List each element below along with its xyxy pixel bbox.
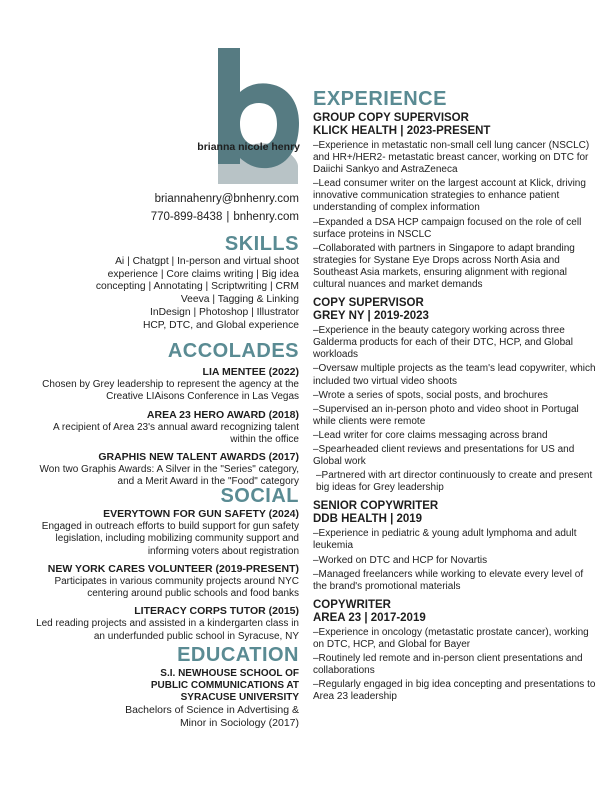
social-item [29, 508, 299, 558]
job-bullet: –Worked on DTC and HCP for Novartis [313, 554, 488, 566]
job-bullet: –Partnered with art director continuously to create and present big ideas for Grey leadership [316, 470, 593, 494]
job-bullet: –Wrote a series of spots, social posts, and brochures [313, 389, 548, 401]
job-role: COPY SUPERVISOR [313, 297, 424, 310]
accolade-text: Won two Graphis Awards: A Silver in the "Series" category, and a Merit Award in the "Food" category [39, 464, 299, 488]
school-line: PUBLIC COMMUNICATIONS AT [150, 680, 299, 691]
accolade-item [29, 451, 299, 489]
job-bullet: –Spearheaded client reviews and presentations for US and Global work [313, 443, 575, 468]
social-text: Engaged in outreach efforts to build support for gun safety legislation, including mobilizing community support and informing voters about registration [41, 521, 299, 557]
job-bullet: –Experience in metastatic non-small cell lung cancer (NSCLC) and HR+/HER2- metastatic breast cancer, working on DTC for Daiichi Sankyo and AstraZeneca [313, 140, 590, 176]
job-bullet: –Expanded a DSA HCP campaign focused on the role of cell surface proteins in NSCLC [313, 216, 582, 240]
logo [218, 48, 300, 184]
accolades-list [29, 366, 299, 494]
social-list [29, 508, 299, 648]
school-line: SYRACUSE UNIVERSITY [180, 692, 299, 703]
job-bullet: –Lead writer for core claims messaging across brand [313, 429, 548, 441]
social-item [29, 605, 299, 643]
skills-line: concepting | Annotating | Scriptwriting | CRM [95, 281, 299, 293]
contact-website[interactable]: bnhenry.com [233, 211, 299, 223]
job-bullet: –Lead consumer writer on the largest account at Klick, driving innovative communication strategies to enhance patient understanding of complex information [313, 178, 586, 214]
experience-heading: EXPERIENCE [313, 88, 447, 110]
accolade-title: AREA 23 HERO AWARD (2018) [146, 408, 299, 421]
separator: | [226, 211, 230, 223]
job-entry [313, 500, 598, 592]
social-title: EVERYTOWN FOR GUN SAFETY (2024) [103, 508, 299, 520]
accolade-text: A recipient of Area 23's annual award recognizing talent within the office [53, 421, 299, 445]
social-text: Led reading projects and assisted in a kindergarten class in an underfunded public school in Syracuse, NY [36, 618, 299, 642]
social-item [29, 563, 299, 601]
candidate-name: brianna nicole henry [197, 141, 300, 153]
accolade-item [29, 366, 299, 404]
social-text: Participates in various community projects around NYC centering around public schools and food banks [54, 575, 299, 600]
job-bullet: –Regularly engaged in big idea concepting and presentations to Area 23 leadership [313, 679, 596, 703]
education-heading: EDUCATION [177, 644, 299, 666]
job-role: COPYWRITER [313, 598, 391, 611]
education-block [29, 668, 299, 729]
degree-line: Bachelors of Science in Advertising & [125, 704, 299, 716]
job-bullet: –Experience in pediatric & young adult lymphoma and adult leukemia [313, 528, 577, 552]
job-bullet: –Managed freelancers while working to elevate every level of the brand's promotional materials [313, 568, 584, 592]
skills-line: experience | Core claims writing | Big idea [107, 268, 299, 280]
accolade-item [29, 409, 299, 447]
experience-list [313, 112, 598, 709]
job-entry [313, 599, 598, 704]
job-bullet: –Oversaw multiple projects as the team's lead copywriter, which included two virtual video shoots [313, 363, 596, 387]
job-role: GROUP COPY SUPERVISOR [313, 112, 469, 124]
skills-list [29, 256, 299, 332]
skills-line: Veeva | Tagging & Linking [180, 294, 299, 306]
accolade-title: LIA MENTEE (2022) [202, 366, 299, 378]
job-bullet: –Experience in oncology (metastatic prostate cancer), working on DTC, HCP, and Global for Bayer [313, 626, 589, 650]
job-entry [313, 297, 598, 494]
contact-phone[interactable]: 770-899-8438 [150, 211, 223, 223]
degree-line: Minor in Sociology (2017) [179, 716, 299, 729]
job-company: AREA 23 | 2017-2019 [313, 611, 426, 624]
job-company: GREY NY | 2019-2023 [313, 310, 429, 323]
school-line: S.I. NEWHOUSE SCHOOL OF [160, 668, 299, 679]
job-bullet: –Collaborated with partners in Singapore to adapt branding strategies for Systane Eye Drops across North Asia and Southeast Asia markets, ensuring alignment with regional cultural nuances and market demands [313, 242, 575, 291]
skills-heading: SKILLS [224, 233, 299, 255]
contact-email[interactable]: briannahenry@bnhenry.com [154, 193, 299, 205]
job-entry [313, 112, 598, 291]
accolade-text: Chosen by Grey leadership to represent the agency at the Creative LIAisons Conference in Las Vegas [42, 379, 299, 403]
social-title: LITERACY CORPS TUTOR (2015) [134, 605, 299, 618]
job-company: DDB HEALTH | 2019 [313, 513, 423, 526]
social-heading: SOCIAL [220, 485, 299, 507]
job-bullet: –Experience in the beauty category working across three Galderma products for each of their DTC, HCP, and Global workloads [313, 325, 573, 361]
job-company: KLICK HEALTH | 2023-PRESENT [313, 125, 491, 137]
skills-line: HCP, DTC, and Global experience [142, 319, 299, 331]
accolades-heading: ACCOLADES [167, 340, 299, 362]
contact-line [151, 211, 299, 223]
logo-b-glyph [218, 48, 300, 184]
skills-line: InDesign | Photoshop | Illustrator [149, 306, 299, 318]
job-bullet: –Supervised an in-person photo and video shoot in Portugal while clients were remote [313, 403, 579, 427]
accolade-title: GRAPHIS NEW TALENT AWARDS (2017) [98, 451, 299, 464]
job-role: SENIOR COPYWRITER [313, 500, 439, 513]
social-title: NEW YORK CARES VOLUNTEER (2019-PRESENT) [47, 562, 299, 575]
job-bullet: –Routinely led remote and in-person client presentations and collaborations [313, 653, 583, 677]
skills-line: Ai | Chatgpt | In-person and virtual shoot [115, 256, 299, 267]
